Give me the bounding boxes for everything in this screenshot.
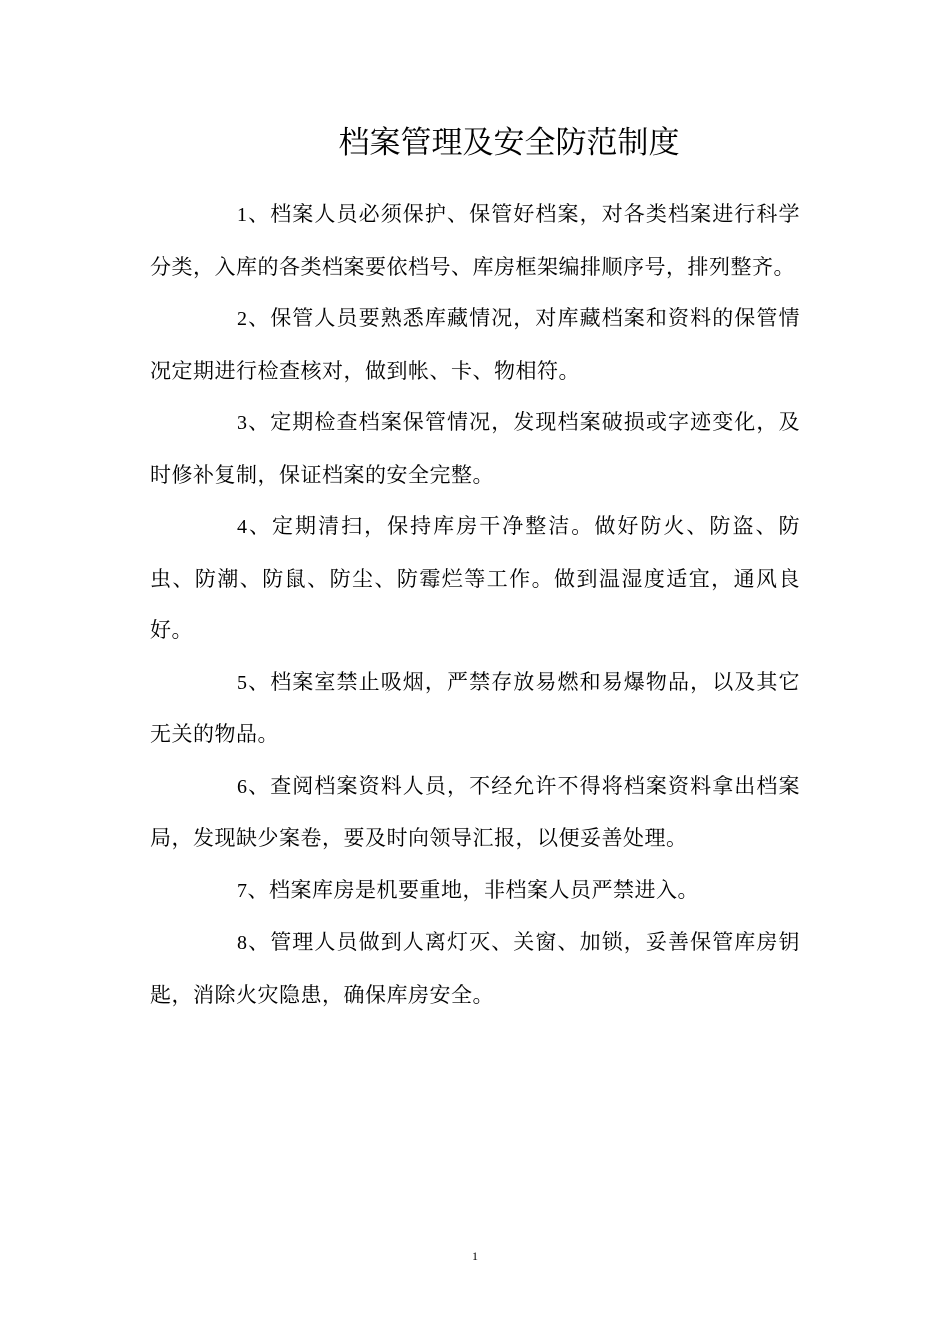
rule-number: 8 — [237, 932, 248, 954]
rule-text: 、保管人员要熟悉库藏情况，对库藏档案和资料的保管情况定期进行检查核对，做到帐、卡、物相符。 — [150, 306, 800, 383]
rule-paragraph-6 — [150, 761, 800, 865]
rule-number: 6 — [237, 775, 248, 798]
document-body — [150, 189, 800, 1021]
rule-paragraph-1 — [150, 189, 800, 293]
rule-number: 3 — [237, 412, 248, 434]
rule-text: 、定期清扫，保持库房干净整洁。做好防火、防盗、防虫、防潮、防鼠、防尘、防霉烂等工作。做到温湿度适宜，通风良好。 — [150, 514, 800, 642]
rule-number: 5 — [237, 671, 248, 694]
rule-number: 4 — [237, 516, 248, 538]
document-title: 档案管理及安全防范制度 — [338, 125, 680, 161]
rule-text: 、定期检查档案保管情况，发现档案破损或字迹变化，及时修补复制，保证档案的安全完整。 — [150, 410, 800, 487]
rule-paragraph-4 — [150, 501, 800, 657]
rule-text: 、档案库房是机要重地，非档案人员严禁进入。 — [247, 877, 699, 902]
page-number: 1 — [472, 1249, 478, 1263]
rule-paragraph-7 — [150, 865, 800, 918]
rule-paragraph-5 — [150, 657, 800, 761]
rule-paragraph-8 — [150, 917, 800, 1021]
rule-paragraph-2 — [150, 293, 800, 397]
rule-text: 、档案人员必须保护、保管好档案，对各类档案进行科学分类，入库的各类档案要依档号、库房框架编排顺序号，排列整齐。 — [150, 202, 800, 279]
rule-paragraph-3 — [150, 397, 800, 501]
rule-text: 、查阅档案资料人员，不经允许不得将档案资料拿出档案局，发现缺少案卷，要及时向领导汇报，以便妥善处理。 — [150, 773, 800, 850]
rule-text: 、管理人员做到人离灯灭、关窗、加锁，妥善保管库房钥匙，消除火灾隐患，确保库房安全。 — [150, 930, 800, 1007]
rule-text: 、档案室禁止吸烟，严禁存放易燃和易爆物品，以及其它无关的物品。 — [150, 669, 800, 746]
rule-number: 2 — [237, 308, 248, 330]
rule-number: 1 — [237, 204, 248, 226]
rule-number: 7 — [237, 879, 248, 902]
